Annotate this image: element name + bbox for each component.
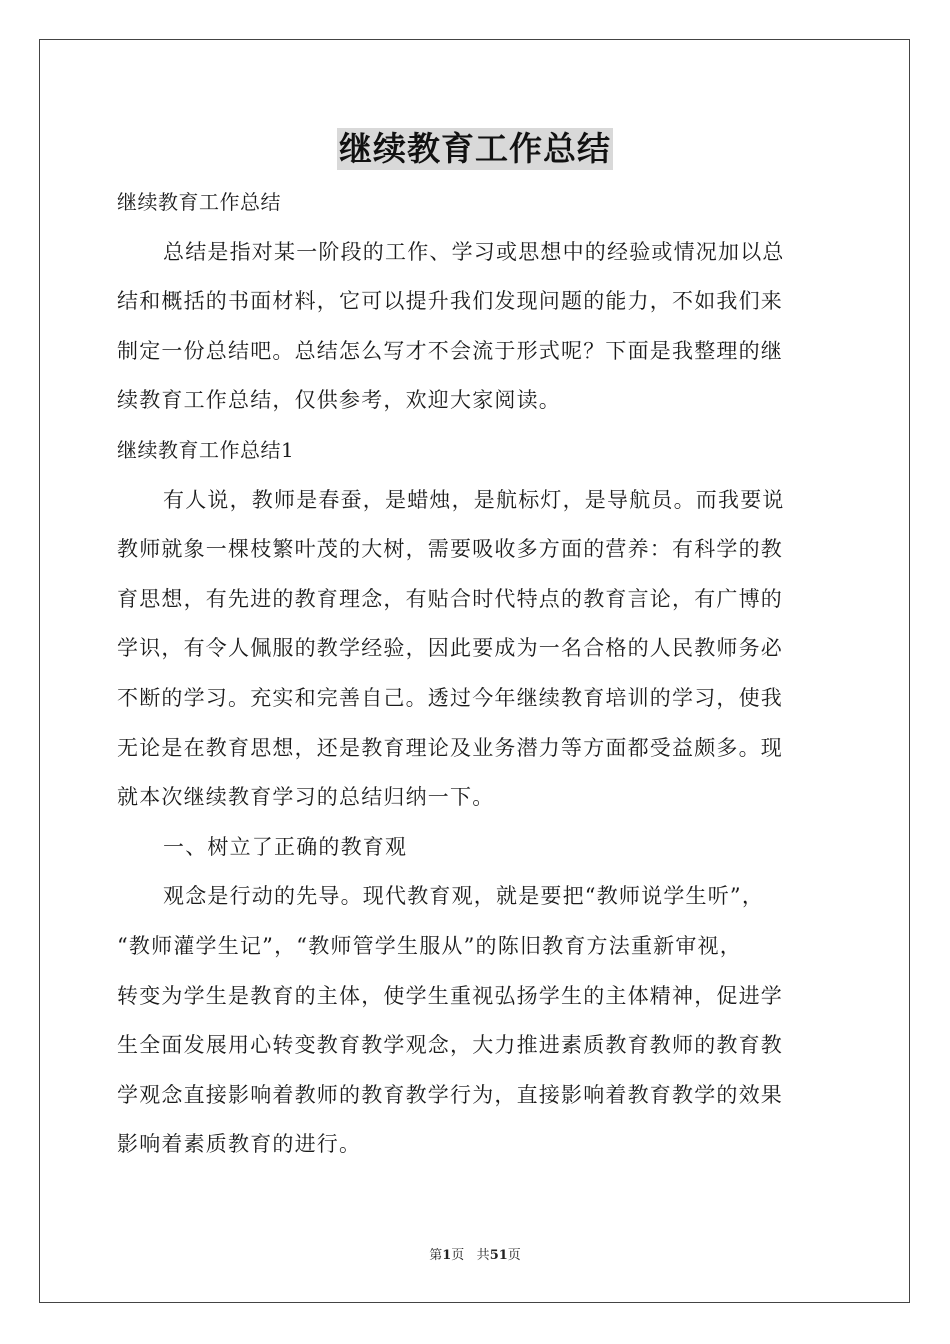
- paragraph-line: 育思想，有先进的教育理念，有贴合时代特点的教育言论，有广博的: [117, 586, 783, 611]
- subsection-heading: 一、树立了正确的教育观: [163, 834, 408, 859]
- paragraph-line: “教师灌学生记”，“教师管学生服从”的陈旧教育方法重新审视，: [117, 933, 742, 958]
- footer-total-suffix: 页: [507, 1248, 521, 1263]
- subtitle-line: 继续教育工作总结: [117, 190, 281, 214]
- paragraph-line: 无论是在教育思想，还是教育理论及业务潜力等方面都受益颇多。现: [117, 735, 783, 760]
- paragraph-line: 学识，有令人佩服的教学经验，因此要成为一名合格的人民教师务必: [117, 636, 783, 661]
- paragraph-line: 总结是指对某一阶段的工作、学习或思想中的经验或情况加以总: [163, 239, 785, 264]
- paragraph-line: 结和概括的书面材料，它可以提升我们发现问题的能力，不如我们来: [117, 289, 783, 314]
- paragraph-line: 就本次继续教育学习的总结归纳一下。: [117, 785, 495, 810]
- footer-prefix: 第: [429, 1248, 443, 1263]
- paragraph-line: 续教育工作总结，仅供参考，欢迎大家阅读。: [117, 388, 561, 413]
- document-title: 继续教育工作总结: [339, 129, 611, 168]
- footer-total-prefix: 共: [476, 1248, 490, 1263]
- footer-total-pages: 51: [489, 1248, 508, 1263]
- paragraph-line: 生全面发展用心转变教育教学观念，大力推进素质教育教师的教育教: [117, 1033, 783, 1058]
- paragraph-line: 不断的学习。充实和完善自己。透过今年继续教育培训的学习，使我: [117, 685, 783, 710]
- page-footer: [0, 1246, 950, 1266]
- paragraph-line: 教师就象一棵枝繁叶茂的大树，需要吸收多方面的营养：有科学的教: [117, 537, 783, 562]
- title-area: [0, 128, 950, 170]
- paragraph-line: 制定一份总结吧。总结怎么写才不会流于形式呢？下面是我整理的继: [117, 338, 783, 363]
- paragraph-line: 影响着素质教育的进行。: [117, 1132, 362, 1157]
- section-heading: 继续教育工作总结1: [117, 437, 295, 462]
- paragraph-line: 转变为学生是教育的主体，使学生重视弘扬学生的主体精神，促进学: [117, 983, 783, 1008]
- footer-page-number: 1: [442, 1248, 452, 1263]
- paragraph-line: 观念是行动的先导。现代教育观，就是要把“教师说学生听”，: [163, 884, 765, 909]
- paragraph-line: 有人说，教师是春蚕，是蜡烛，是航标灯，是导航员。而我要说: [163, 487, 785, 512]
- document-body: [117, 178, 833, 1170]
- footer-page-suffix: 页: [451, 1248, 465, 1263]
- paragraph-line: 学观念直接影响着教师的教育教学行为，直接影响着教育教学的效果: [117, 1082, 783, 1107]
